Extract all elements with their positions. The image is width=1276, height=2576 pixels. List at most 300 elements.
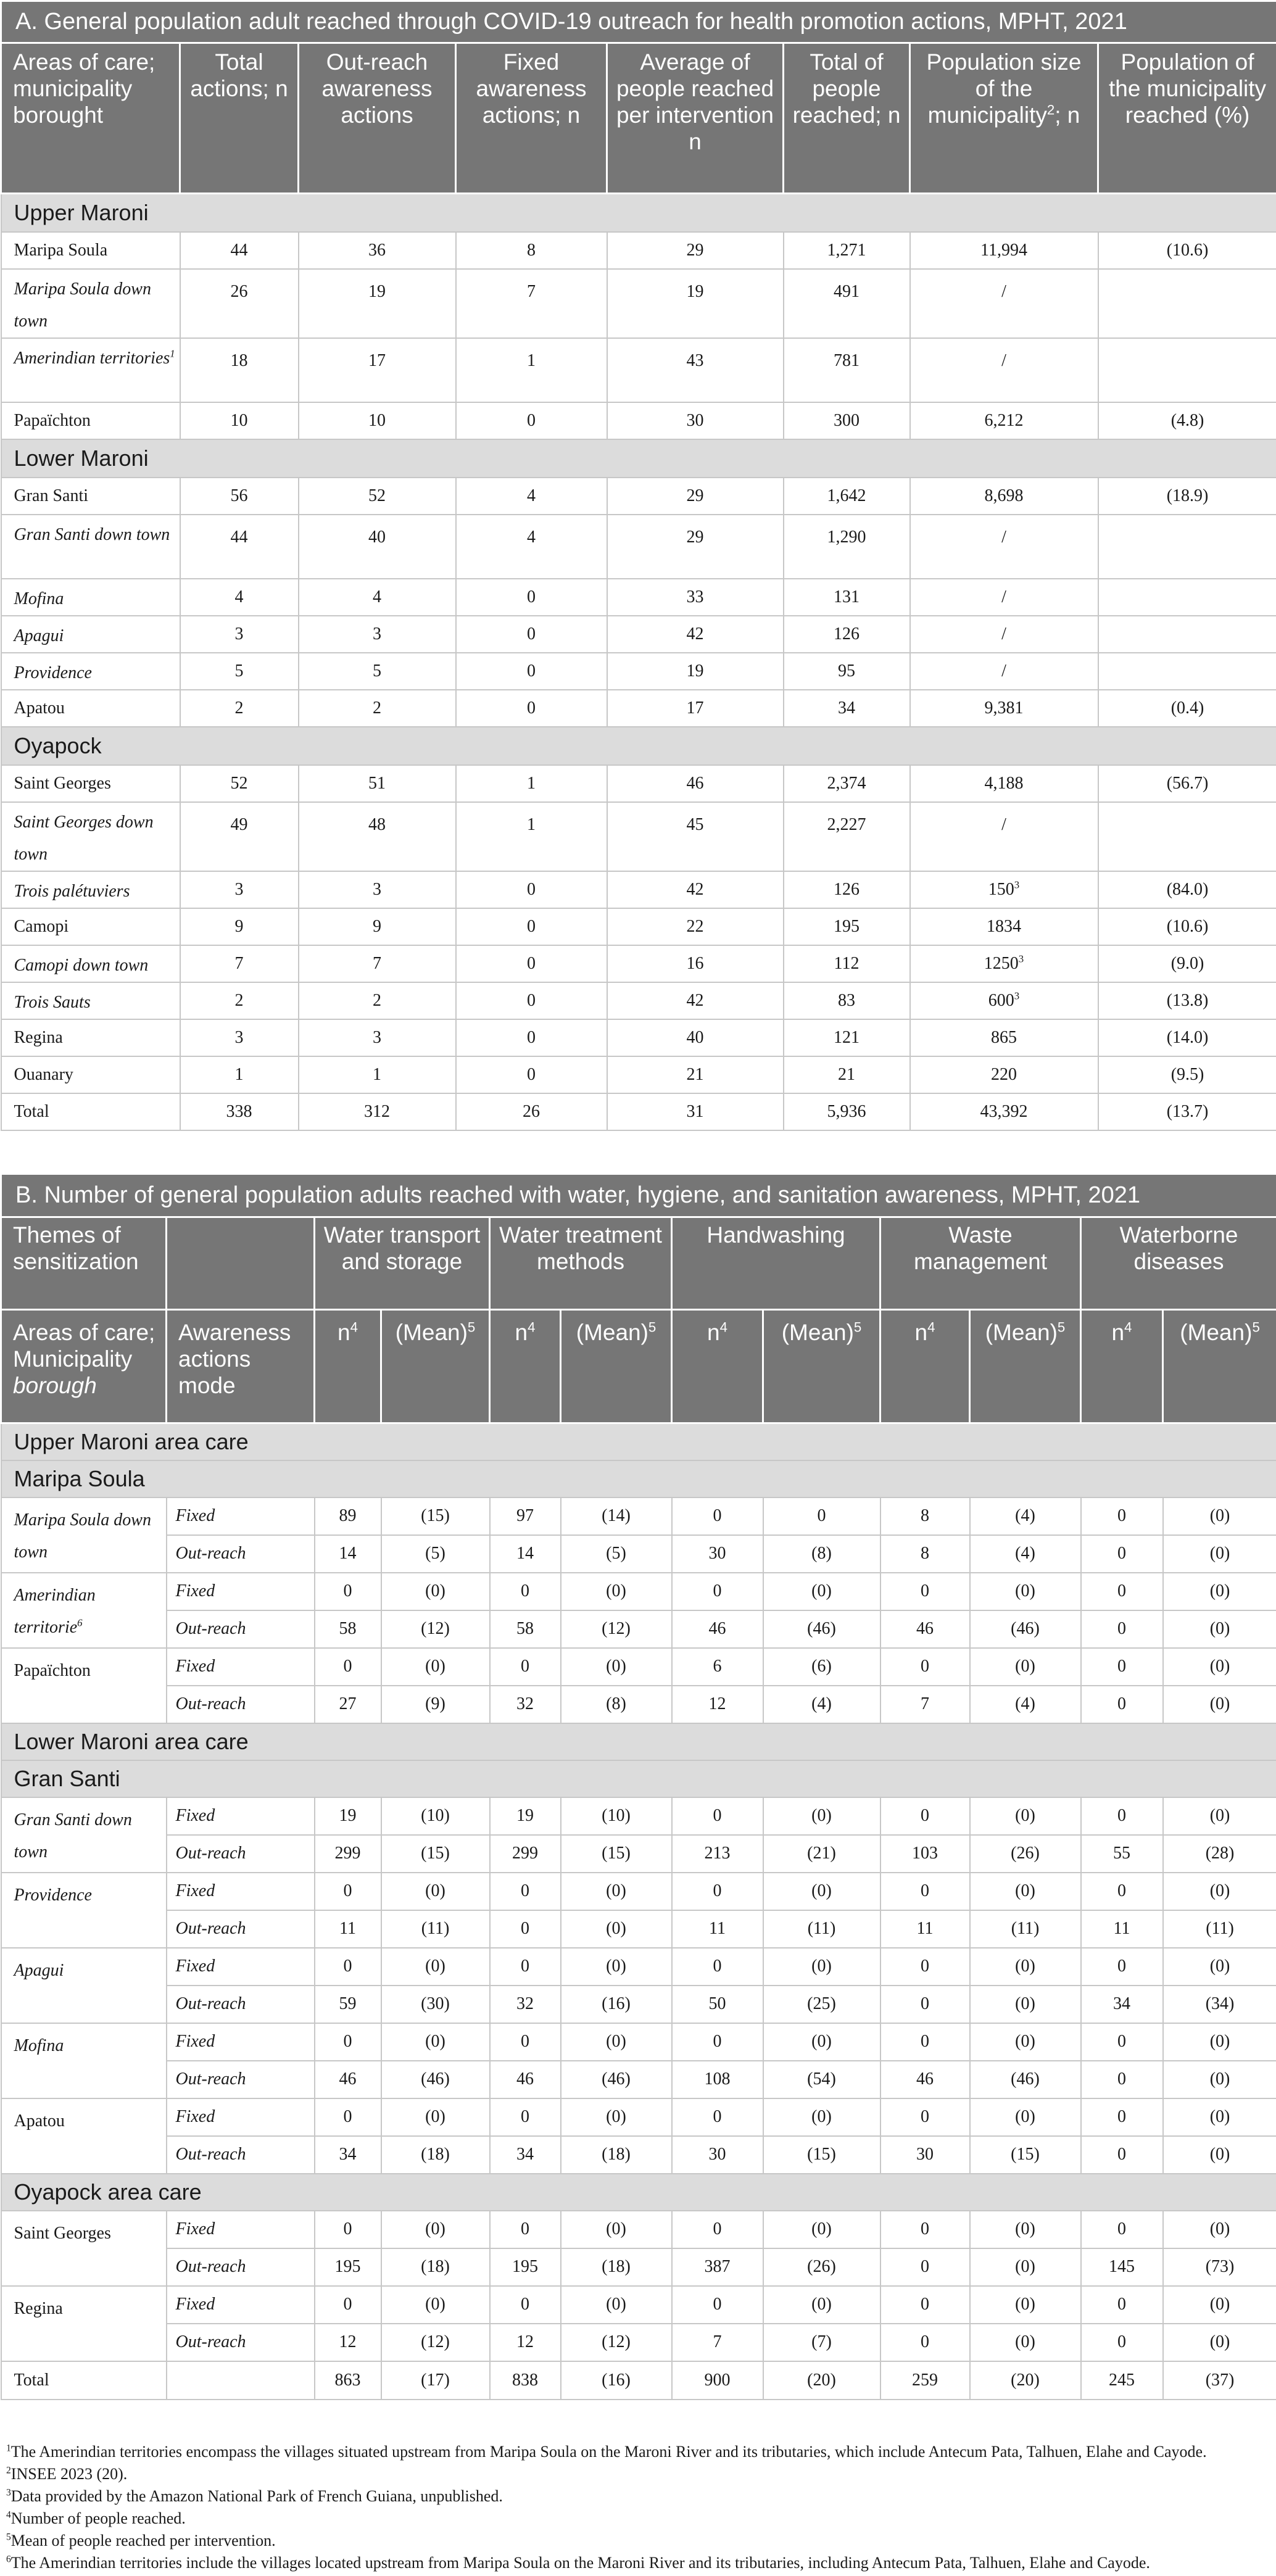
borough-label: Amerindian territorie$^6$ [1,1573,167,1648]
table-cell: (0) [1163,2061,1276,2098]
table-cell: 21 [607,1056,784,1093]
table-cell: (0) [381,1648,490,1686]
table-cell: 0 [456,982,607,1019]
table-cell: (18) [561,2136,672,2174]
table-row [1,765,1276,802]
table-cell: (0) [1163,2211,1276,2248]
areas-of-care-header: Areas of care; Municipality borough [1,1310,167,1423]
table-cell: 195 [490,2248,561,2286]
table-cell: 32 [490,1686,561,1723]
table-row [1,402,1276,439]
table-cell: (18) [561,2248,672,2286]
footnote: $^2$INSEE 2023 (20). [6,2465,128,2483]
table-cell: / [910,579,1098,616]
table-cell: (15) [970,2136,1081,2174]
table-cell: (46) [763,1610,880,1648]
table-cell: (0) [970,1648,1081,1686]
table-cell: (0) [381,1948,490,1986]
table-cell: 40 [607,1019,784,1056]
table-cell: / [910,653,1098,690]
table-cell: (0) [763,2098,880,2136]
table-cell: (13.7) [1098,1093,1276,1130]
table-cell: 0 [880,2211,970,2248]
table-a-caption: A. General population adult reached through COVID-19 outreach for health promotion actions, MPHT, 2021 [1,1,1276,43]
table-cell: (34) [1163,1986,1276,2023]
section-title: Upper Maroni area care [1,1423,1276,1460]
table-cell: (18.9) [1098,478,1276,515]
table-cell: 21 [784,1056,910,1093]
table-cell: (4.8) [1098,402,1276,439]
table-cell: 33 [607,579,784,616]
row-label: Ouanary [1,1056,180,1093]
table-cell: 0 [880,1797,970,1835]
table-cell: 43,392 [910,1093,1098,1130]
table-cell: 17 [607,690,784,727]
table-cell: 0 [490,1648,561,1686]
table-cell: 42 [607,982,784,1019]
table-cell: 1 [299,1056,456,1093]
table-cell: 7 [672,2324,763,2361]
table-row [1,2061,1276,2098]
table-cell: (73) [1163,2248,1276,2286]
table-cell: (0) [970,2324,1081,2361]
table-cell: 0 [1081,2286,1163,2324]
table-cell: 83 [784,982,910,1019]
table-cell: 220 [910,1056,1098,1093]
table-cell: 0 [315,1873,381,1910]
table-cell: 0 [315,1948,381,1986]
table-cell: 46 [880,1610,970,1648]
table-cell: (0) [561,2098,672,2136]
borough-label: Apagui [1,1948,167,2023]
table-cell: (0) [970,2248,1081,2286]
table-row [1,2248,1276,2286]
table-cell: (13.8) [1098,982,1276,1019]
mean-header: (Mean)$^5$ [381,1310,490,1423]
table-cell: 195 [784,908,910,945]
table-cell: 299 [315,1835,381,1873]
table-cell: 103 [880,1835,970,1873]
table-cell: 11 [880,1910,970,1948]
table-cell: (15) [561,1835,672,1873]
theme-header: Themes of sensitization [1,1217,167,1310]
theme-water-transport: Water transport and storage [315,1217,490,1310]
table-cell: 19 [299,269,456,338]
table-row [1,1910,1276,1948]
table-cell: 7 [299,945,456,982]
table-cell: 4 [456,478,607,515]
borough-label: Gran Santi down town [1,1797,167,1873]
mode-outreach: Out-reach [167,1986,315,2023]
table-cell: 36 [299,232,456,269]
row-label: Trois palétuviers [1,871,180,908]
table-cell: 2,374 [784,765,910,802]
table-cell: (0) [1163,1648,1276,1686]
table-cell: 8 [456,232,607,269]
table-cell: 3 [299,616,456,653]
table-cell: 34 [784,690,910,727]
table-cell: (11) [1163,1910,1276,1948]
table-cell: 0 [315,1648,381,1686]
theme-waste-management: Waste management [880,1217,1081,1310]
mode-outreach: Out-reach [167,1610,315,1648]
table-cell: (46) [970,2061,1081,2098]
table-row [1,338,1276,402]
table-cell: 32 [490,1986,561,2023]
table-cell: 0 [1081,1535,1163,1573]
table-cell: (0) [381,1573,490,1610]
table-cell: 30 [672,1535,763,1573]
table-cell: (0) [1163,1573,1276,1610]
table-row [1,908,1276,945]
row-label: Papaïchton [1,402,180,439]
table-cell: 14 [490,1535,561,1573]
section-row-1 [1,439,1276,478]
table-cell: (54) [763,2061,880,2098]
table-cell: 245 [1081,2361,1163,2400]
col-header-areas: Areas of care; municipality borought [1,43,180,194]
table-cell: (25) [763,1986,880,2023]
table-row [1,1019,1276,1056]
table-row [1,1056,1276,1093]
table-row [1,1093,1276,1130]
table-cell: (11) [970,1910,1081,1948]
table-cell: (0) [1163,2098,1276,2136]
borough-label: Mofina [1,2023,167,2098]
table-cell: 2 [299,982,456,1019]
table-cell: (0) [970,1573,1081,1610]
table-cell: (0) [561,2023,672,2061]
table-cell: (26) [970,1835,1081,1873]
table-cell: 0 [490,2211,561,2248]
table-cell [167,2361,315,2400]
table-cell: 52 [299,478,456,515]
table-row [1,2023,1276,2061]
table-cell: (0) [381,1873,490,1910]
table-cell: (7) [763,2324,880,2361]
table-cell: 0 [456,690,607,727]
table-cell: 0 [1081,2061,1163,2098]
table-cell: 1250$^3$ [910,945,1098,982]
table-cell: 0 [490,1573,561,1610]
table-cell: (0) [970,1797,1081,1835]
col-header-fixed: Fixed awareness actions; n [456,43,607,194]
table-cell: (11) [763,1910,880,1948]
table-cell: 0 [1081,1497,1163,1535]
mode-fixed: Fixed [167,1948,315,1986]
table-cell: (0) [1163,2286,1276,2324]
mode-outreach: Out-reach [167,2248,315,2286]
table-b-theme-row [1,1217,1276,1310]
table-cell: (10) [561,1797,672,1835]
table-cell: (18) [381,2248,490,2286]
table-cell: (26) [763,2248,880,2286]
table-cell: 0 [1081,1797,1163,1835]
table-cell: 5 [180,653,299,690]
table-cell: (0) [561,2211,672,2248]
table-cell: 46 [607,765,784,802]
table-cell: 387 [672,2248,763,2286]
table-cell: (84.0) [1098,871,1276,908]
table-cell: (9) [381,1686,490,1723]
table-cell: 3 [180,871,299,908]
table-cell: (4) [970,1535,1081,1573]
table-cell: 29 [607,515,784,579]
table-row [1,2098,1276,2136]
table-cell: 121 [784,1019,910,1056]
table-row [1,945,1276,982]
table-cell: 7 [456,269,607,338]
table-cell: 11,994 [910,232,1098,269]
table-cell: (0) [1163,1535,1276,1573]
table-cell: 40 [299,515,456,579]
table-cell: 0 [315,2286,381,2324]
table-cell: 0 [880,1986,970,2023]
table-cell: (0.4) [1098,690,1276,727]
table-cell: (20) [970,2361,1081,2400]
table-cell: (8) [561,1686,672,1723]
theme-water-treatment: Water treatment methods [490,1217,672,1310]
table-row [1,802,1276,871]
table-cell: 9 [180,908,299,945]
total-row [1,2361,1276,2400]
table-cell: (0) [1163,1797,1276,1835]
col-header-population-reached: Population of the municipality reached (%) [1098,43,1276,194]
col-header-total-actions: Total actions; n [180,43,299,194]
table-cell: 838 [490,2361,561,2400]
table-cell: 126 [784,871,910,908]
table-cell: (14.0) [1098,1019,1276,1056]
table-cell: 112 [784,945,910,982]
table-cell: 0 [1081,2211,1163,2248]
footnote: $^4$Number of people reached. [6,2509,186,2527]
table-cell: 0 [490,2286,561,2324]
table-cell: 18 [180,338,299,402]
table-cell: 0 [1081,2324,1163,2361]
table-row [1,1573,1276,1610]
table-cell: 17 [299,338,456,402]
table-cell: 8 [880,1535,970,1573]
mean-header: (Mean)$^5$ [561,1310,672,1423]
table-cell: 34 [490,2136,561,2174]
table-cell: (0) [381,2211,490,2248]
area-oyapock [1,2174,1276,2211]
mode-fixed: Fixed [167,2211,315,2248]
table-cell: 42 [607,616,784,653]
table-cell: 12 [315,2324,381,2361]
table-cell: 0 [880,2324,970,2361]
table-cell: / [910,515,1098,579]
table-cell: 865 [910,1019,1098,1056]
borough-label: Providence [1,1873,167,1948]
table-row [1,1497,1276,1535]
table-cell: 0 [1081,1873,1163,1910]
table-cell: 19 [607,653,784,690]
table-cell: 1 [456,338,607,402]
footnote: $^1$The Amerindian territories encompass the villages situated upstream from Maripa Soula on the Maroni River and its tributaries, which include Antecum Pata, Talhuen, Elahe and Cayode. [6,2443,1207,2461]
table-cell: 6,212 [910,402,1098,439]
table-cell: (10.6) [1098,908,1276,945]
table-cell: 1 [456,765,607,802]
table-cell: 0 [456,1019,607,1056]
table-cell: 1834 [910,908,1098,945]
row-label: Regina [1,1019,180,1056]
table-cell: 50 [672,1986,763,2023]
table-cell: 0 [490,1910,561,1948]
footnotes [6,2441,1271,2574]
table-cell: 0 [880,1873,970,1910]
mode-outreach: Out-reach [167,1910,315,1948]
table-cell: 31 [607,1093,784,1130]
table-cell: (0) [1163,2023,1276,2061]
table-cell: (0) [970,2286,1081,2324]
table-cell: 0 [490,1948,561,1986]
table-cell: (12) [561,1610,672,1648]
table-cell: 126 [784,616,910,653]
table-cell: 0 [1081,1573,1163,1610]
table-cell: 43 [607,338,784,402]
n-header: $n^4$ [880,1310,970,1423]
table-cell [1098,802,1276,871]
row-label: Saint Georges down town [1,802,180,871]
mode-fixed: Fixed [167,1797,315,1835]
table-cell: 145 [1081,2248,1163,2286]
borough-label: Apatou [1,2098,167,2174]
table-cell: 5 [299,653,456,690]
col-header-outreach: Out-reach awareness actions [299,43,456,194]
table-cell: 1,290 [784,515,910,579]
borough-label: Regina [1,2286,167,2361]
table-cell: $600^3$ [910,982,1098,1019]
table-cell: 48 [299,802,456,871]
table-cell: (56.7) [1098,765,1276,802]
table-cell [1098,653,1276,690]
table-cell: 863 [315,2361,381,2400]
footnote: $^6$The Amerindian territories include the villages located upstream from Maripa Soula on the Maroni River and its tributaries, including Antecum Pata, Talhuen, Elahe and Cayode. [6,2554,1150,2572]
table-cell: 213 [672,1835,763,1873]
table-cell: (0) [1163,1873,1276,1910]
footnote: $^5$Mean of people reached per intervention. [6,2532,276,2549]
n-header: $n^4$ [1081,1310,1163,1423]
table-cell: 0 [672,1873,763,1910]
table-cell: 2,227 [784,802,910,871]
table-cell: 108 [672,2061,763,2098]
table-cell: 51 [299,765,456,802]
table-cell: (0) [561,1573,672,1610]
table-cell: 46 [672,1610,763,1648]
borough-label: Maripa Soula down town [1,1497,167,1573]
table-cell: (17) [381,2361,490,2400]
table-cell: 12 [672,1686,763,1723]
row-label: Saint Georges [1,765,180,802]
theme-handwashing: Handwashing [672,1217,880,1310]
table-cell: $150^3$ [910,871,1098,908]
table-cell: 0 [763,1497,880,1535]
table-cell: 0 [880,1648,970,1686]
table-row [1,1686,1276,1723]
area-upper-maroni [1,1423,1276,1460]
table-cell: / [910,616,1098,653]
table-cell: (12) [381,1610,490,1648]
table-cell: 5,936 [784,1093,910,1130]
section-title: Oyapock area care [1,2174,1276,2211]
table-row [1,232,1276,269]
table-cell: 11 [315,1910,381,1948]
table-cell: 338 [180,1093,299,1130]
table-cell: (15) [763,2136,880,2174]
table-cell: 900 [672,2361,763,2400]
col-header-population: Population size of the municipality$^2$; n [910,43,1098,194]
table-row [1,653,1276,690]
table-cell: 9 [299,908,456,945]
table-cell: 0 [880,2098,970,2136]
table-cell: (0) [763,2286,880,2324]
table-cell: (0) [561,1873,672,1910]
table-row [1,269,1276,338]
table-cell: 0 [1081,2098,1163,2136]
table-cell: 3 [180,616,299,653]
table-cell: (12) [561,2324,672,2361]
table-cell: (4) [970,1686,1081,1723]
footnote: $^3$Data provided by the Amazon National Park of French Guiana, unpublished. [6,2487,503,2505]
table-cell: 26 [180,269,299,338]
table-cell: 44 [180,232,299,269]
table-cell: 2 [299,690,456,727]
table-cell: 0 [1081,2136,1163,2174]
table-cell: 0 [1081,1948,1163,1986]
table-cell: 46 [490,2061,561,2098]
table-cell: (0) [381,2286,490,2324]
table-row [1,1797,1276,1835]
table-cell: 0 [880,2023,970,2061]
table-cell: 11 [672,1910,763,1948]
mode-fixed: Fixed [167,1648,315,1686]
table-cell: 8 [880,1497,970,1535]
table-b-caption: B. Number of general population adults reached with water, hygiene, and sanitation awareness, MPHT, 2021 [1,1174,1276,1217]
row-label: Maripa Soula down town [1,269,180,338]
table-cell: 59 [315,1986,381,2023]
n-header: $n^4$ [672,1310,763,1423]
table-cell: (6) [763,1648,880,1686]
table-row [1,1648,1276,1686]
table-cell: 2 [180,982,299,1019]
table-cell: (0) [970,1986,1081,2023]
table-cell: 1,271 [784,232,910,269]
table-cell: 781 [784,338,910,402]
table-cell: 0 [880,2286,970,2324]
table-cell: (9.5) [1098,1056,1276,1093]
table-cell: 0 [456,908,607,945]
table-cell: (20) [763,2361,880,2400]
table-cell: (14) [561,1497,672,1535]
table-cell: 0 [490,2098,561,2136]
section-title: Lower Maroni [1,439,1276,478]
table-cell: 1,642 [784,478,910,515]
table-row [1,616,1276,653]
table-cell: (11) [381,1910,490,1948]
table-cell: (0) [763,1873,880,1910]
table-cell: 4 [299,579,456,616]
table-cell: 131 [784,579,910,616]
table-cell: (0) [970,1948,1081,1986]
row-label: Amerindian territories$^1$ [1,338,180,402]
table-cell: 0 [456,402,607,439]
mode-fixed: Fixed [167,2286,315,2324]
table-cell: 0 [1081,1610,1163,1648]
table-cell: (0) [763,1573,880,1610]
table-cell: (0) [1163,2324,1276,2361]
table-cell: (9.0) [1098,945,1276,982]
